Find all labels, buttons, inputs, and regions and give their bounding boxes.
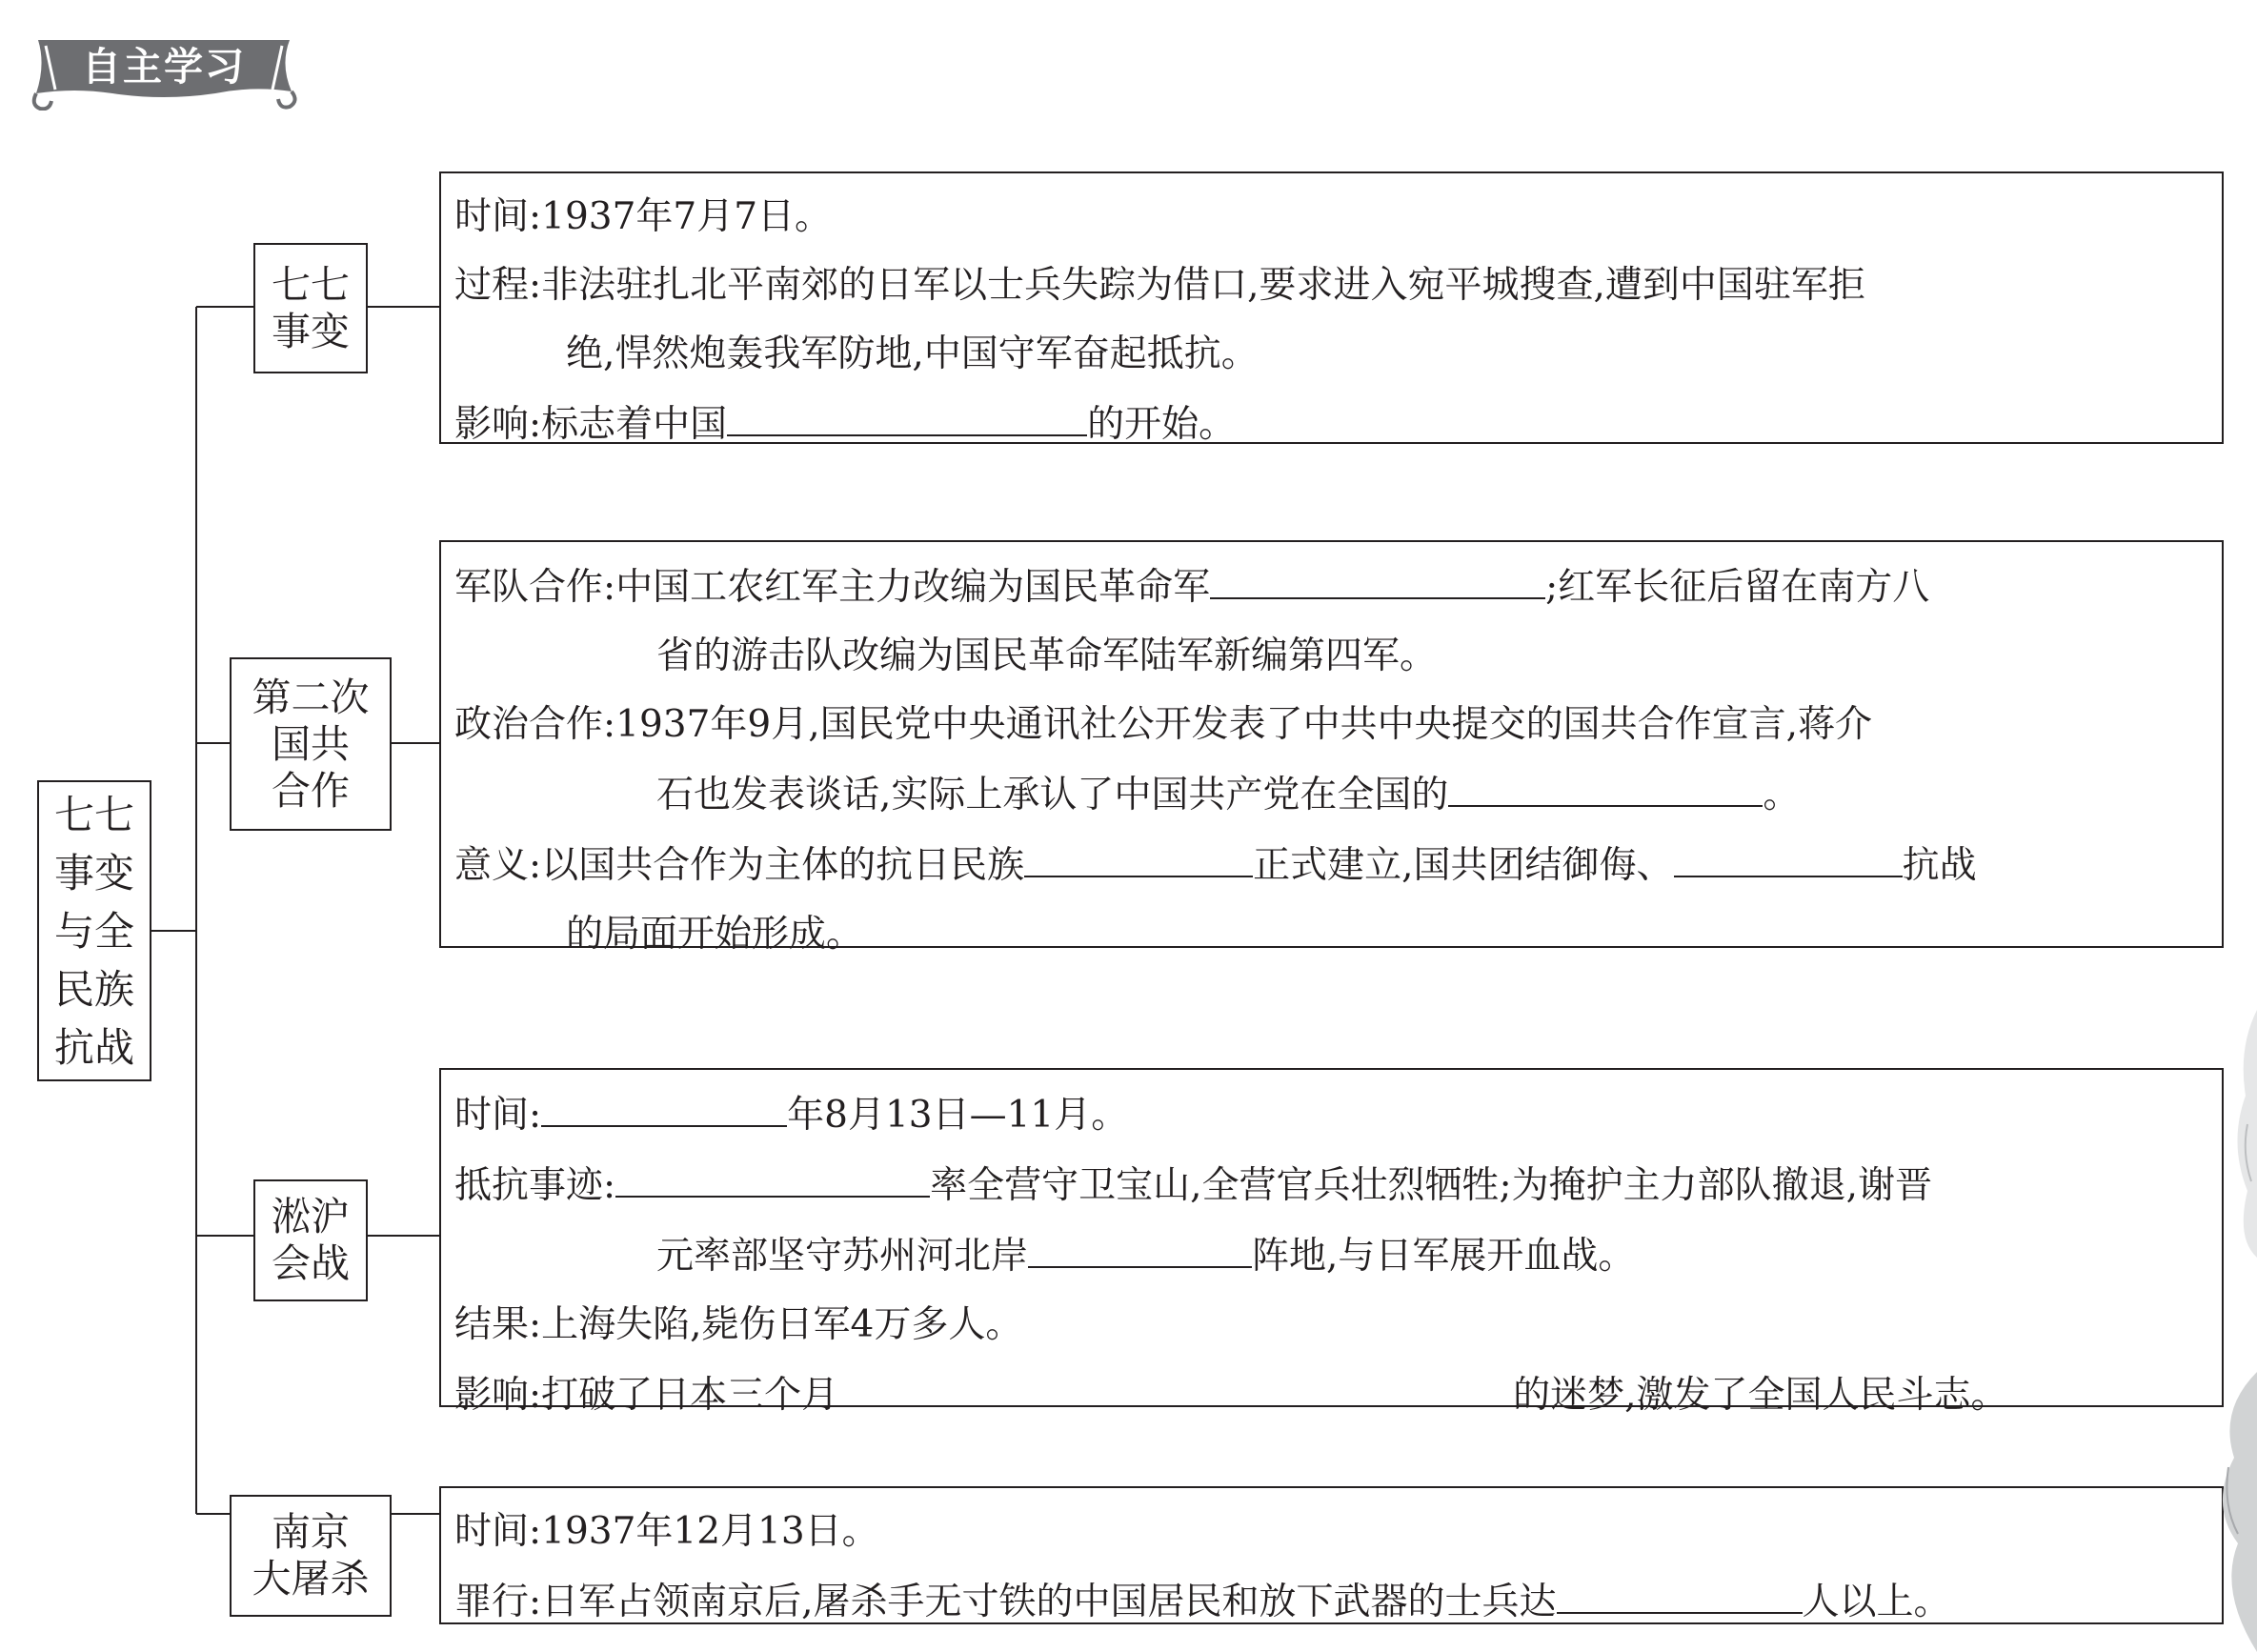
- row-text: 日军占领南京后,屠杀手无寸铁的中国居民和放下武器的士兵达: [541, 1581, 1557, 1623]
- row-label: 抵抗事迹:: [454, 1164, 616, 1207]
- row-text: 非法驻扎北平南郊的日军以士兵失踪为借口,要求进入宛平城搜查,遭到中国驻军拒: [541, 264, 1865, 307]
- row-text: 的局面开始形成。: [566, 913, 864, 956]
- row-text: 人以上。: [1802, 1581, 1951, 1623]
- row-text: 绝,悍然炮轰我军防地,中国守军奋起抵抗。: [566, 332, 1259, 375]
- row-label: 时间:: [454, 195, 542, 238]
- topic-box-marco-polo-bridge: [253, 243, 368, 373]
- panel-marco-polo-bridge: [439, 171, 2224, 444]
- row-text: 1937年9月,国民党中央通讯社公开发表了中共中央提交的国共合作宣言,蒋介: [615, 703, 1873, 746]
- answer-blank[interactable]: [1557, 1566, 1803, 1614]
- row-deeds-cont: [454, 1220, 2222, 1291]
- row-text: 1937年7月7日。: [541, 195, 833, 238]
- root-line: 七七: [53, 791, 134, 838]
- row-military-cont: [454, 622, 2222, 691]
- row-text: 率全营守卫宝山,全营官兵壮烈牺牲;为掩护主力部队撤退,谢晋: [930, 1164, 1933, 1207]
- row-text: 中国工农红军主力改编为国民革命军: [615, 566, 1211, 609]
- row-time: [454, 1498, 2222, 1566]
- panel-second-cooperation: [439, 540, 2224, 956]
- root-topic-box: [37, 780, 151, 1081]
- row-label: 时间:: [454, 1510, 542, 1553]
- mountain-decoration-icon: [2200, 1010, 2257, 1652]
- topic-box-songhu-battle: [253, 1179, 368, 1301]
- row-text: 石也发表谈话,实际上承认了中国共产党在全国的: [656, 774, 1449, 816]
- section-title: 自主学习: [82, 44, 246, 90]
- row-military: [454, 552, 2222, 622]
- answer-blank[interactable]: [615, 1150, 930, 1198]
- root-line: 抗战: [53, 1023, 134, 1071]
- row-text: 元率部坚守苏州河北岸: [656, 1235, 1029, 1278]
- panel-nanjing-massacre: [439, 1486, 2224, 1624]
- panel-songhu-battle: [439, 1068, 2224, 1417]
- row-text: 阵地,与日军展开血战。: [1252, 1235, 1636, 1278]
- root-line: 与全: [53, 907, 134, 955]
- row-text: 。: [1763, 774, 1801, 816]
- topic-box-nanjing-massacre: [230, 1495, 392, 1617]
- row-political: [454, 691, 2222, 759]
- answer-blank[interactable]: [838, 1360, 1513, 1407]
- row-significance: [454, 830, 2222, 900]
- row-label: 时间:: [454, 1094, 542, 1137]
- row-result: [454, 1291, 2222, 1360]
- row-label: 罪行:: [454, 1581, 542, 1623]
- row-text: 正式建立,国共团结御侮、: [1253, 844, 1674, 887]
- row-impact: [454, 1360, 2222, 1430]
- row-text: 1937年12月13日。: [541, 1510, 879, 1553]
- answer-blank[interactable]: [1210, 552, 1545, 599]
- topic-label-line: 国共: [272, 720, 350, 767]
- topic-label-line: 七七: [272, 261, 350, 308]
- row-text: 的开始。: [1087, 403, 1237, 446]
- answer-blank[interactable]: [1028, 1220, 1252, 1268]
- row-label: 政治合作:: [454, 703, 616, 746]
- row-label: 影响:: [454, 403, 542, 446]
- topic-label-line: 南京: [272, 1509, 350, 1555]
- row-label: 结果:: [454, 1303, 542, 1346]
- row-label: 过程:: [454, 264, 542, 307]
- root-line: 事变: [53, 849, 134, 897]
- answer-blank[interactable]: [1024, 830, 1253, 877]
- answer-blank[interactable]: [1448, 759, 1763, 807]
- row-time: [454, 1079, 2222, 1150]
- row-text: 省的游击队改编为国民革命军陆军新编第四军。: [656, 635, 1438, 677]
- row-text: 的迷梦,激发了全国人民斗志。: [1513, 1374, 2008, 1417]
- row-text: ;红军长征后留在南方八: [1545, 566, 1930, 609]
- row-deeds: [454, 1150, 2222, 1220]
- row-text: 上海失陷,毙伤日军4万多人。: [541, 1303, 1023, 1346]
- row-significance-cont: [454, 900, 2222, 969]
- row-text: 年8月13日—11月。: [787, 1094, 1129, 1137]
- row-text: 标志着中国: [541, 403, 728, 446]
- row-label: 影响:: [454, 1374, 542, 1417]
- row-impact: [454, 389, 2222, 459]
- row-label: 意义:: [454, 844, 542, 887]
- topic-label-line: 合作: [272, 767, 350, 814]
- row-text: 以国共合作为主体的抗日民族: [541, 844, 1025, 887]
- row-text: 打破了日本三个月: [541, 1374, 839, 1417]
- row-process: [454, 252, 2222, 320]
- topic-label-line: 大屠杀: [252, 1556, 370, 1602]
- topic-box-second-cooperation: [230, 657, 392, 831]
- row-political-cont: [454, 759, 2222, 830]
- row-label: 军队合作:: [454, 566, 616, 609]
- row-time: [454, 183, 2222, 252]
- answer-blank[interactable]: [1674, 830, 1903, 877]
- root-line: 民族: [53, 965, 134, 1013]
- row-process-cont: [454, 320, 2222, 389]
- row-text: 抗战: [1902, 844, 1977, 887]
- topic-label-line: 淞沪: [272, 1194, 350, 1239]
- answer-blank[interactable]: [541, 1079, 787, 1127]
- topic-label-line: 会战: [272, 1240, 350, 1286]
- topic-label-line: 第二次: [252, 674, 370, 720]
- answer-blank[interactable]: [727, 389, 1087, 436]
- topic-label-line: 事变: [272, 308, 350, 354]
- row-crime: [454, 1566, 2222, 1637]
